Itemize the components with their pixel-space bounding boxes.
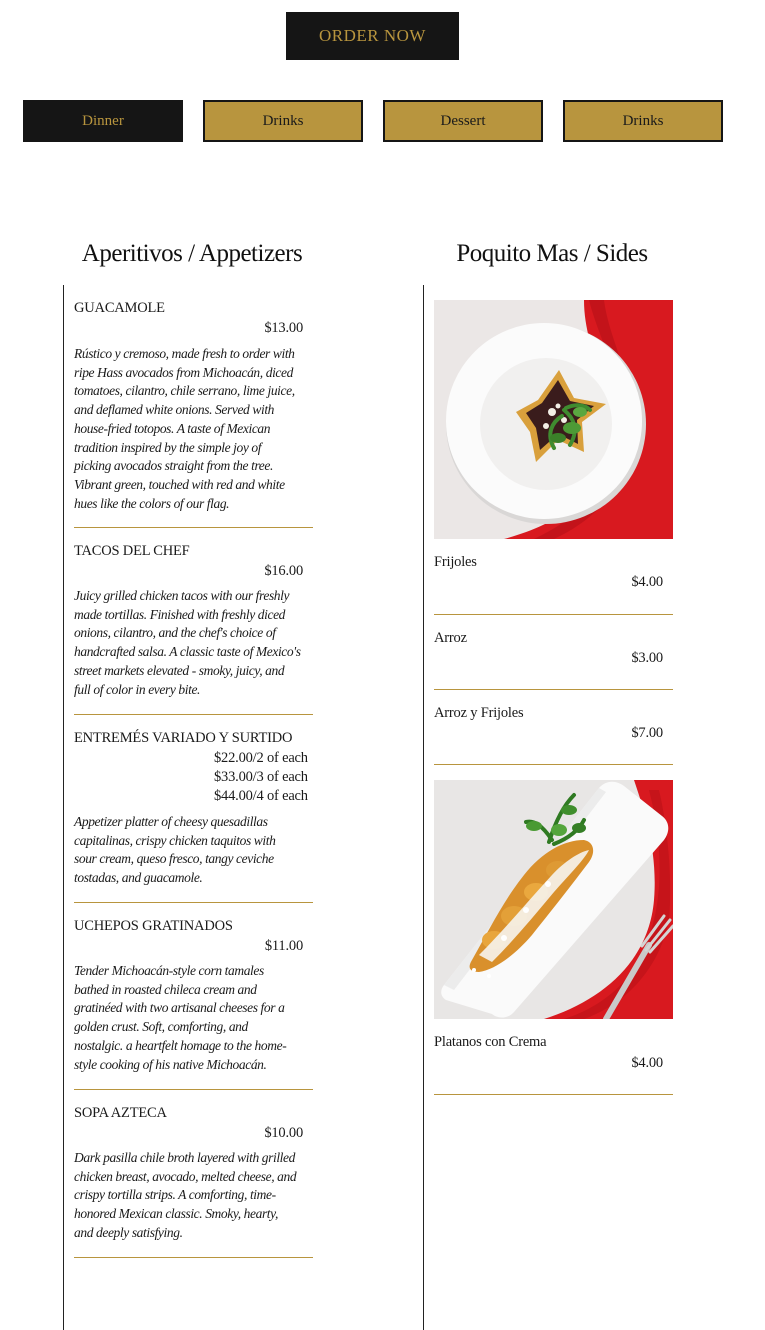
appetizers-title: Aperitivos / Appetizers xyxy=(81,240,303,267)
tab-dessert[interactable]: Dessert xyxy=(383,100,543,142)
menu-item-description: Appetizer platter of cheesy quesadillas capitalinas, crispy chicken taquitos with sour cream, queso fresco, tangy ceviche tostadas, and guacamole. xyxy=(74,814,276,886)
menu-item-price: $22.00/2 of each xyxy=(214,750,308,766)
side-item-name: Arroz y Frijoles xyxy=(434,705,524,721)
item-divider xyxy=(74,714,313,715)
sides-title: Poquito Mas / Sides xyxy=(456,240,648,267)
menu-item-name: TACOS DEL CHEF xyxy=(74,543,190,559)
platanos-plate-photo xyxy=(434,780,673,1019)
side-item-price: $4.00 xyxy=(631,574,663,590)
side-item-name: Platanos con Crema xyxy=(434,1034,547,1050)
item-divider xyxy=(434,1094,673,1095)
menu-item-price: $10.00 xyxy=(264,1125,303,1141)
menu-item-price: $33.00/3 of each xyxy=(214,769,308,785)
tab-drinks-2[interactable]: Drinks xyxy=(563,100,723,142)
menu-item-price: $44.00/4 of each xyxy=(214,788,308,804)
menu-item-name: ENTREMÉS VARIADO Y SURTIDO xyxy=(74,730,293,746)
item-divider xyxy=(434,764,673,765)
side-item-price: $4.00 xyxy=(631,1055,663,1071)
side-item-price: $7.00 xyxy=(631,725,663,741)
menu-item-name: GUACAMOLE xyxy=(74,300,165,316)
side-item-price: $3.00 xyxy=(631,650,663,666)
menu-item-price: $16.00 xyxy=(264,563,303,579)
side-item-name: Frijoles xyxy=(434,554,477,570)
menu-item-price: $13.00 xyxy=(264,320,303,336)
menu-item-name: SOPA AZTECA xyxy=(74,1105,167,1121)
tostada-plate-photo xyxy=(434,300,673,539)
tab-dinner[interactable]: Dinner xyxy=(23,100,183,142)
item-divider xyxy=(434,689,673,690)
item-divider xyxy=(74,527,313,528)
menu-item-description: Juicy grilled chicken tacos with our freshly made tortillas. Finished with freshly diced onions, cilantro, and the chef's choice of handcrafted salsa. A classic taste of Mexico's street markets elevated - smoky, juicy, and full of color in every bite. xyxy=(74,588,301,697)
menu-item-description: Tender Michoacán-style corn tamales bathed in roasted chileca cream and gratinéed with two artisanal cheeses for a golden crust. Soft, comforting, and nostalgic. a heartfelt homage to the home- style cooking of his native Michoacán. xyxy=(74,963,287,1072)
item-divider xyxy=(434,614,673,615)
menu-item-description: Rústico y cremoso, made fresh to order with ripe Hass avocados from Michoacán, diced tomatoes, cilantro, chile serrano, lime juice, and deflamed white onions. Served with house-fried totopos. A taste of Mexican tradition inspired by the simple joy of picking avocados straight from the tree. Vibrant green, touched with red and white hues like the colors of our flag. xyxy=(74,346,295,511)
menu-item-name: UCHEPOS GRATINADOS xyxy=(74,918,233,934)
menu-item-description: Dark pasilla chile broth layered with grilled chicken breast, avocado, melted cheese, and crispy tortilla strips. A comforting, time- honored Mexican classic. Smoky, hearty, and deeply satisfying. xyxy=(74,1150,297,1240)
item-divider xyxy=(74,1257,313,1258)
item-divider xyxy=(74,1089,313,1090)
order-now-button[interactable]: ORDER NOW xyxy=(286,12,459,60)
menu-item-price: $11.00 xyxy=(264,938,303,954)
item-divider xyxy=(74,902,313,903)
side-item-name: Arroz xyxy=(434,630,467,646)
appetizers-column-border xyxy=(63,285,64,1330)
tab-drinks[interactable]: Drinks xyxy=(203,100,363,142)
sides-column-border xyxy=(423,285,424,1330)
